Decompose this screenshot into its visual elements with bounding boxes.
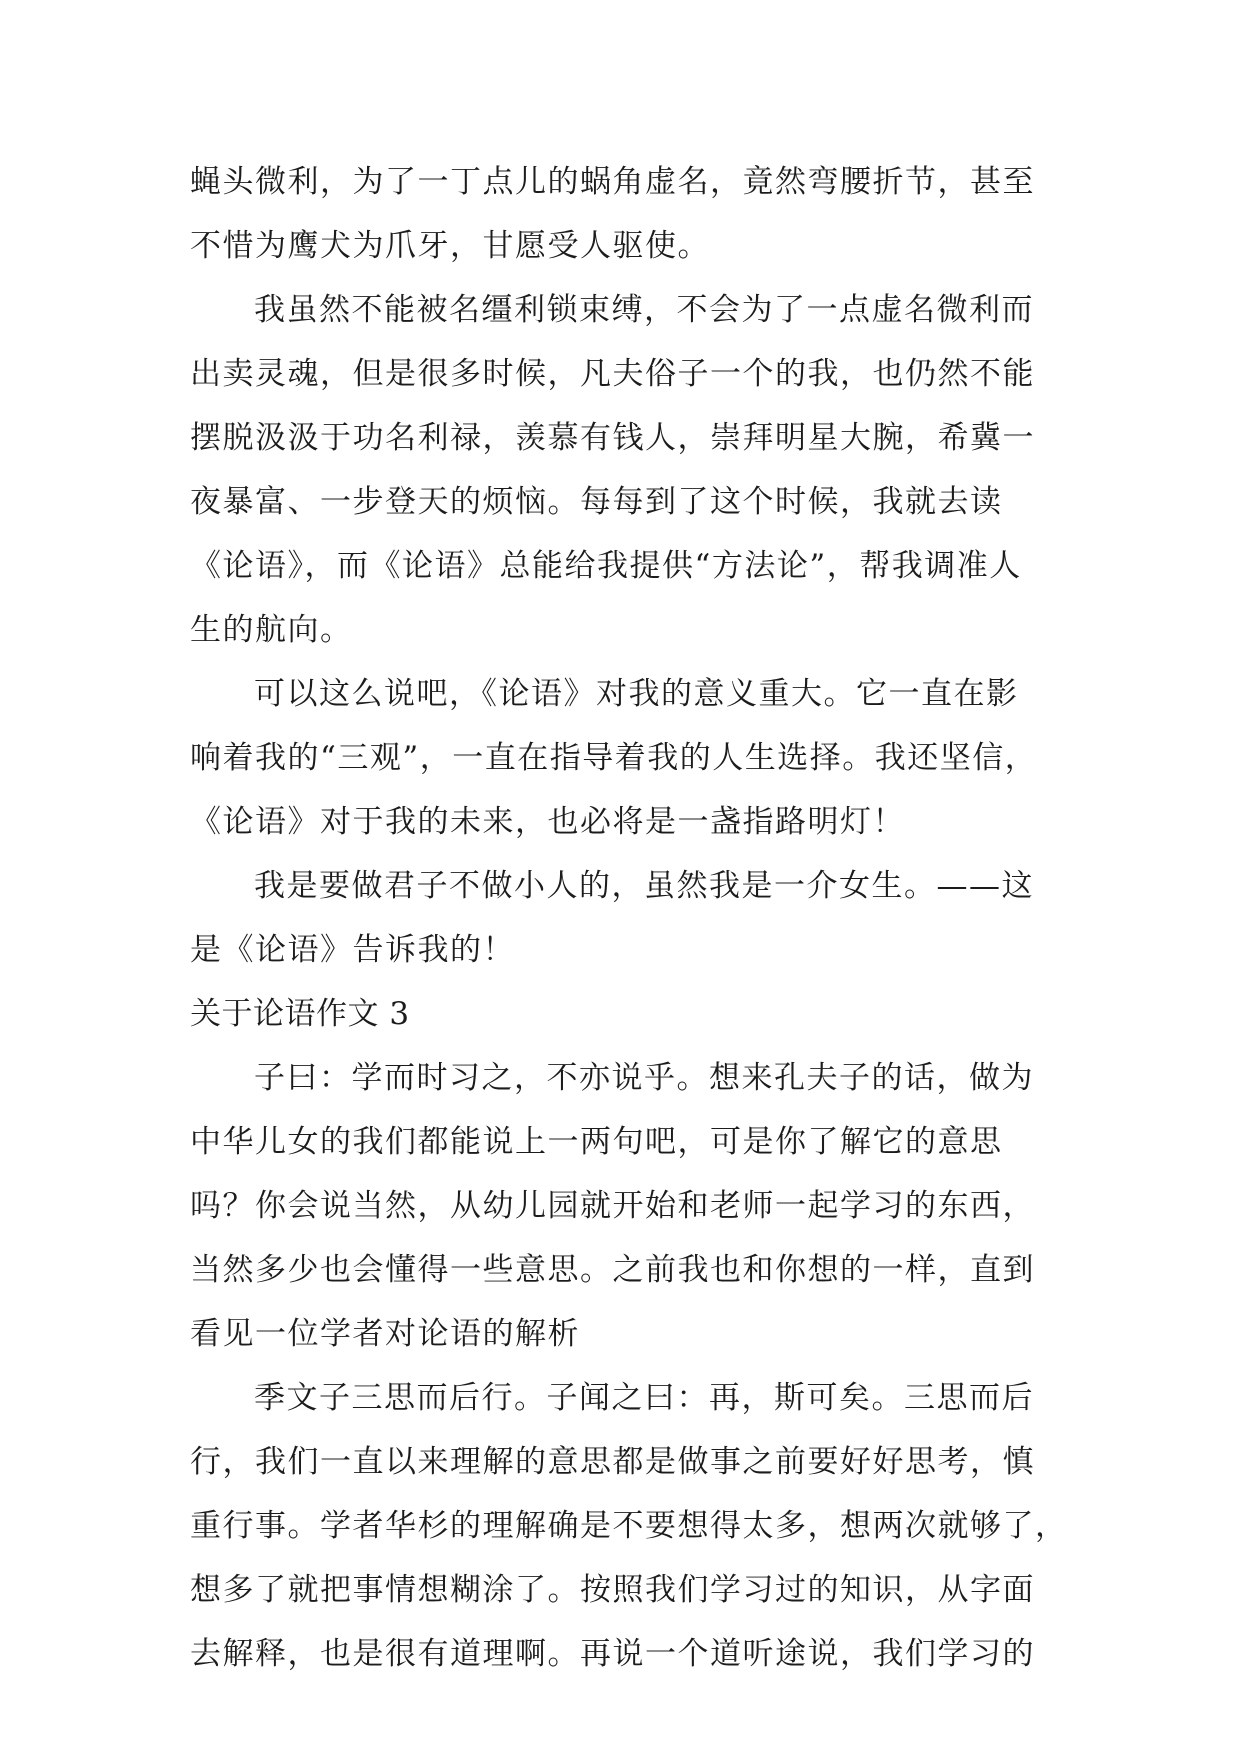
text-line: 重行事。学者华杉的理解确是不要想得太多，想两次就够了， bbox=[190, 1508, 1068, 1544]
paragraph-start-line: 子曰：学而时习之，不亦说乎。想来孔夫子的话，做为 bbox=[254, 1060, 1034, 1096]
text-line: 出卖灵魂，但是很多时候，凡夫俗子一个的我，也仍然不能 bbox=[190, 356, 1035, 392]
text-line: 夜暴富、一步登天的烦恼。每每到了这个时候，我就去读 bbox=[190, 484, 1003, 520]
paragraph-start-line: 季文子三思而后行。子闻之曰：再，斯可矣。三思而后 bbox=[254, 1380, 1034, 1416]
text-line: 不惜为鹰犬为爪牙，甘愿受人驱使。 bbox=[190, 228, 710, 264]
text-line: 蝇头微利，为了一丁点儿的蜗角虚名，竟然弯腰折节，甚至 bbox=[190, 164, 1035, 200]
text-line: 《论语》，而《论语》总能给我提供“方法论”，帮我调准人 bbox=[190, 548, 1022, 584]
text-line: 看见一位学者对论语的解析 bbox=[190, 1316, 580, 1352]
text-line: 《论语》对于我的未来，也必将是一盏指路明灯！ bbox=[190, 804, 905, 840]
text-line: 中华儿女的我们都能说上一两句吧，可是你了解它的意思 bbox=[190, 1124, 1003, 1160]
paragraph-start-line: 我虽然不能被名缰利锁束缚，不会为了一点虚名微利而 bbox=[254, 292, 1034, 328]
text-line: 摆脱汲汲于功名利禄，羡慕有钱人，崇拜明星大腕，希冀一 bbox=[190, 420, 1035, 456]
text-line: 是《论语》告诉我的！ bbox=[190, 932, 515, 968]
paragraph-start-line: 可以这么说吧，《论语》对我的意义重大。它一直在影 bbox=[254, 676, 1019, 712]
text-line: 想多了就把事情想糊涂了。按照我们学习过的知识，从字面 bbox=[190, 1572, 1035, 1608]
text-line: 当然多少也会懂得一些意思。之前我也和你想的一样，直到 bbox=[190, 1252, 1035, 1288]
section-heading: 关于论语作文 3 bbox=[190, 996, 410, 1032]
text-line: 行，我们一直以来理解的意思都是做事之前要好好思考，慎 bbox=[190, 1444, 1035, 1480]
text-line: 生的航向。 bbox=[190, 612, 353, 648]
document-text bbox=[190, 150, 1070, 1686]
text-line: 响着我的“三观”，一直在指导着我的人生选择。我还坚信， bbox=[190, 740, 1038, 776]
paragraph-start-line: 我是要做君子不做小人的，虽然我是一介女生。——这 bbox=[254, 868, 1034, 904]
text-line: 去解释，也是很有道理啊。再说一个道听途说，我们学习的 bbox=[190, 1636, 1035, 1672]
text-line: 吗？你会说当然，从幼儿园就开始和老师一起学习的东西， bbox=[190, 1188, 1035, 1224]
